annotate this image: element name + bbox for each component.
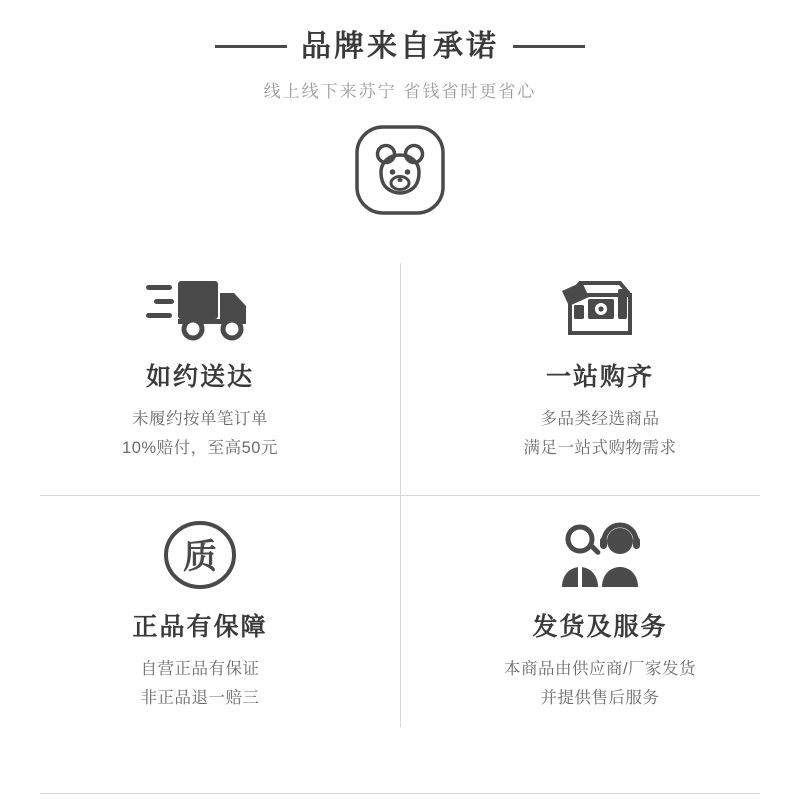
feature-cell-service [400, 495, 800, 745]
quality-seal-icon [154, 509, 246, 601]
mascot-container [0, 124, 800, 221]
feature-description [141, 655, 260, 713]
feature-description-line: 非正品退一赔三 [140, 688, 260, 707]
page-subtitle: 线上线下来苏宁 省钱省时更省心 [263, 82, 537, 101]
customer-service-icon [544, 509, 656, 601]
feature-description-line: 满足一站式购物需求 [523, 438, 677, 457]
feature-description [504, 655, 696, 713]
feature-title: 如约送达 [145, 363, 254, 391]
feature-description-line: 并提供售后服务 [540, 688, 660, 707]
feature-grid [0, 245, 800, 745]
decorative-rule-right-icon [513, 45, 585, 48]
feature-title: 一站购齐 [545, 363, 654, 391]
feature-description-line: 多品类经选商品 [540, 410, 660, 428]
feature-title: 正品有保障 [132, 613, 268, 641]
feature-description-line: 10%赔付，至高50元 [122, 438, 278, 457]
page-title: 品牌来自承诺 [301, 30, 499, 63]
title-row [0, 30, 800, 63]
feature-description [122, 405, 278, 463]
svg-text:质: 质 [183, 538, 217, 576]
delivery-truck-icon [144, 259, 256, 351]
feature-description-line: 本商品由供应商/厂家发货 [503, 660, 697, 678]
page-header [0, 0, 800, 102]
feature-cell-one-stop [400, 245, 800, 495]
decorative-rule-left-icon [215, 45, 287, 48]
feature-title: 发货及服务 [532, 613, 668, 641]
feature-description-line: 自营正品有保证 [140, 660, 260, 678]
bottom-divider [40, 793, 760, 794]
bear-mascot-icon [354, 124, 446, 221]
horizontal-divider [40, 495, 760, 496]
feature-cell-quality [0, 495, 400, 745]
feature-description [524, 405, 677, 463]
package-box-icon [544, 259, 656, 351]
feature-cell-delivery [0, 245, 400, 495]
feature-description-line: 未履约按单笔订单 [131, 410, 268, 428]
